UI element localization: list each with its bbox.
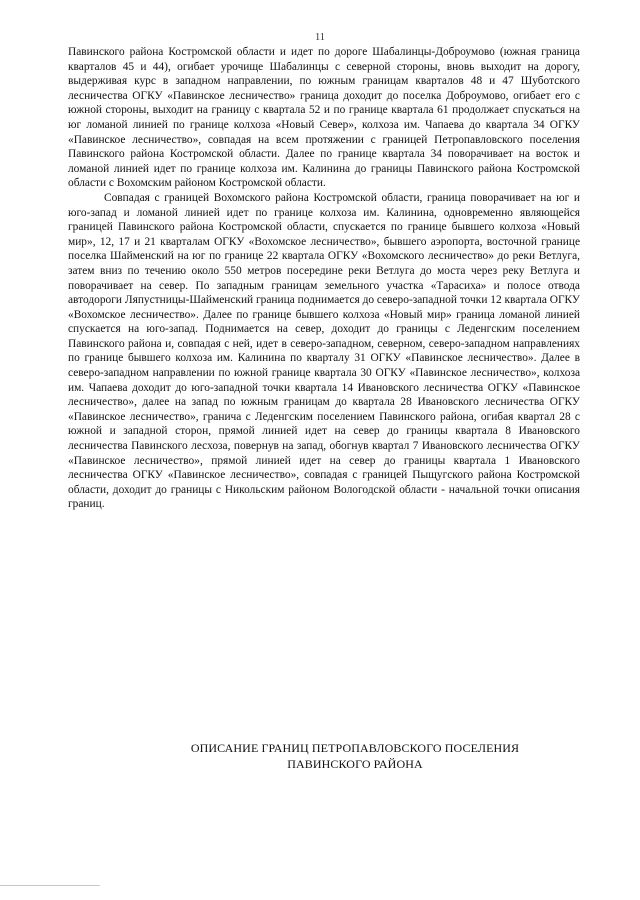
page-number: 11	[314, 32, 326, 43]
paragraph-vokhoma-boundary: Совпадая с границей Вохомского района Костромской области, граница поворачивает на юг и юго-запад и ломаной линией идет по границе колхоза им. Калинина, одновременно являющейся границей Павинского района Костромской области, спускается по границе бывшего колхоза «Новый мир», 12, 17 и 21 кварталам ОГКУ «Вохомское лесничество», бывшего аэропорта, восточной границе поселка Шайменский на юг по границе 22 квартала ОГКУ «Вохомского лесничество» до реки Ветлуга, затем вниз по течению около 550 метров посередине реки Ветлуга до моста через реку Ветлуга и поворачивает на север. По западным границам земельного участка «Тарасиха» и полосе отвода автодороги Ляпустницы-Шайменский граница поднимается до северо-западной точки 12 квартала ОГКУ «Вохомское лесничество». Далее по границе бывшего колхоза «Новый мир» граница ломаной линией спускается на юго-запад. Поднимается на север, доходит до границы с Леденгским поселением Павинского района и, совпадая с ней, идет в северо-западном, северном, северо-западном направлениях по границе бывшего колхоза им. Калинина по кварталу 31 ОГКУ «Павинское лесничество». Далее в северо-западном направлении по южной границе квартала 30 ОГКУ «Павинское лесничество», колхоза им. Чапаева доходит до юго-западной точки квартала 14 Ивановского лесничества ОГКУ «Павинское лесничество», далее на запад по южным границам до квартала 28 Ивановского лесничества ОГКУ «Павинское лесничество», гранича с Леденгским поселением Павинского района, огибая квартал 28 с южной и западной сторон, прямой линией идет на север до границы квартала 8 Ивановского лесничества Павинского лесхоза, повернув на запад, обогнув квартал 7 Ивановского лесничества ОГКУ «Павинское лесничество», прямой линией идет на север до границы квартала 1 Ивановского лесничества ОГКУ «Павинское лесничество», совпадая с границей Пыщугского района Костромской области, доходит до границы с Никольским районом Вологодской области - начальной точки описания границ.	[68, 191, 580, 511]
paragraph-continuation: Павинского района Костромской области и идет по дороге Шабалинцы-Доброумово (южная граница кварталов 45 и 44), огибает урочище Шабалинцы с северной стороны, вновь выходит на дорогу, выдерживая курс в западном направлении, по южным границам кварталов 48 и 47 Шуботского лесничества ОГКУ «Павинское лесничество» граница доходит до поселка Доброумово, огибает его с южной стороны, выходит на границу с квартала 52 и по границе квартала 61 продолжает спускаться на юг ломаной линией по границе колхоза «Новый Север», колхоза им. Чапаева до квартала 34 ОГКУ «Павинское лесничество», совпадая на всем протяжении с границей Петропавловского поселения Павинского района Костромской области. Далее по границе квартала 34 поворачивает на восток и ломаной линией идет по границе колхоза им. Калинина до границы Павинского района Костромской области с Вохомским районом Костромской области.	[68, 46, 580, 190]
section-heading-line-1: ОПИСАНИЕ ГРАНИЦ ПЕТРОПАВЛОВСКОГО ПОСЕЛЕНИЯ	[190, 741, 520, 755]
footer-divider	[0, 885, 100, 886]
section-heading-line-2: ПАВИНСКОГО РАЙОНА	[287, 756, 423, 771]
document-body	[68, 45, 580, 512]
section-heading	[68, 741, 640, 772]
